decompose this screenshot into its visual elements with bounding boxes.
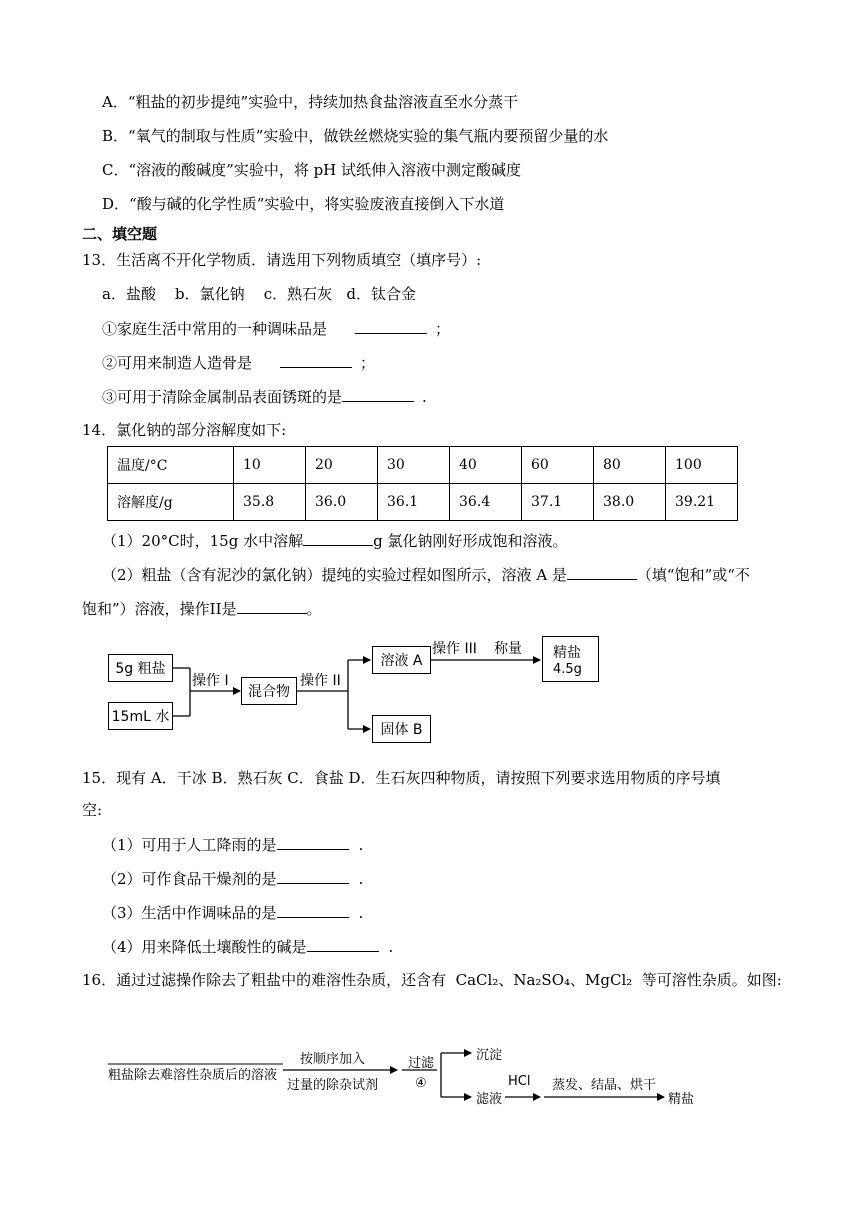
table-cell: 80 bbox=[594, 447, 666, 484]
q13-choices: a．盐酸 b．氯化钠 c．熟石灰 d．钛合金 bbox=[102, 285, 416, 303]
flow-box-mixture: 混合物 bbox=[241, 677, 297, 705]
section-title: 二、填空题 bbox=[82, 225, 158, 243]
q14-p1-a: （1）20°C时，15g 水中溶解 bbox=[102, 532, 304, 550]
q15-part-4 bbox=[102, 936, 393, 957]
flow-box-solution-a: 溶液 A bbox=[372, 646, 431, 674]
q13-s1-text: ①家庭生活中常用的一种调味品是 bbox=[102, 320, 328, 338]
flow-weigh-label: 称量 bbox=[494, 641, 522, 657]
q16-flow-hcl: HCl bbox=[508, 1074, 531, 1089]
q14-p2-a: （2）粗盐（含有泥沙的氯化钠）提纯的实验过程如图所示，溶液 A 是 bbox=[102, 566, 567, 584]
table-cell: 36.1 bbox=[378, 484, 450, 521]
q14-p2-b: （填“饱和”或“不 bbox=[636, 566, 750, 584]
table-cell: 30 bbox=[378, 447, 450, 484]
q16-flow-add-top: 按顺序加入 bbox=[300, 1052, 366, 1067]
q16-flow-precipitate: 沉淀 bbox=[476, 1048, 503, 1063]
table-cell: 10 bbox=[234, 447, 306, 484]
q15-blank-1[interactable] bbox=[277, 834, 349, 850]
q15-p2-text: （2）可作食品干燥剂的是 bbox=[102, 870, 277, 888]
flow-op2-label: 操作 II bbox=[300, 673, 341, 689]
table-cell: 35.8 bbox=[234, 484, 306, 521]
q16-flow-add-bottom: 过量的除杂试剂 bbox=[287, 1078, 379, 1093]
q16-flow-filter-num: ④ bbox=[415, 1076, 427, 1091]
option-b: B．“氧气的制取与性质”实验中，做铁丝燃烧实验的集气瓶内要预留少量的水 bbox=[102, 127, 609, 145]
q14-p2-c: 饱和”）溶液，操作II是 bbox=[82, 600, 237, 618]
table-cell: 100 bbox=[666, 447, 738, 484]
q15-stem-2: 空: bbox=[82, 801, 103, 819]
q15-blank-3[interactable] bbox=[277, 902, 349, 918]
q13-stem: 13．生活离不开化学物质．请选用下列物质填空（填序号）: bbox=[82, 251, 482, 269]
q15-p4-end: . bbox=[388, 938, 394, 956]
option-c: C．“溶液的酸碱度”实验中，将 pH 试纸伸入溶液中测定酸碱度 bbox=[102, 161, 522, 179]
q15-stem-1: 15．现有 A．干冰 B．熟石灰 C．食盐 D．生石灰四种物质，请按照下列要求选用物质的序号填 bbox=[82, 769, 721, 787]
q13-s3-end: . bbox=[422, 388, 427, 406]
table-cell: 溶解度/g bbox=[108, 484, 234, 521]
q15-p2-end: . bbox=[358, 870, 364, 888]
table-cell: 20 bbox=[306, 447, 378, 484]
q14-p2-d: 。 bbox=[306, 600, 322, 618]
q13-s2-text: ②可用来制造人造骨是 bbox=[102, 354, 253, 372]
q16-flow-product: 精盐 bbox=[668, 1092, 695, 1107]
q13-s2-end: ； bbox=[360, 354, 376, 372]
table-cell: 38.0 bbox=[594, 484, 666, 521]
table-cell: 36.0 bbox=[306, 484, 378, 521]
q16-flow-filter: 过滤 bbox=[408, 1056, 435, 1071]
flow-box-water: 15mL 水 bbox=[108, 702, 173, 730]
table-cell: 40 bbox=[450, 447, 522, 484]
flow-fine-salt-label: 精盐 bbox=[553, 644, 581, 661]
q14-stem: 14．氯化钠的部分溶解度如下: bbox=[82, 421, 287, 439]
flow-op3-label: 操作 III bbox=[432, 641, 477, 657]
q13-s1-end: ； bbox=[435, 320, 451, 338]
q13-s3-text: ③可用于清除金属制品表面锈斑的是 bbox=[102, 388, 343, 406]
q15-part-3 bbox=[102, 902, 363, 923]
q15-blank-2[interactable] bbox=[277, 868, 349, 884]
q16-flow-evaporate: 蒸发、结晶、烘干 bbox=[552, 1078, 657, 1093]
q15-p3-end: . bbox=[358, 904, 364, 922]
table-cell: 温度/°C bbox=[108, 447, 234, 484]
table-cell: 60 bbox=[522, 447, 594, 484]
flow-box-fine-salt bbox=[542, 636, 599, 682]
option-a: A．“粗盐的初步提纯”实验中，持续加热食盐溶液直至水分蒸干 bbox=[102, 93, 519, 111]
q15-p3-text: （3）生活中作调味品的是 bbox=[102, 904, 277, 922]
flow-fine-salt-mass: 4.5g bbox=[553, 661, 582, 677]
q16-flow-filtrate: 滤液 bbox=[476, 1092, 503, 1107]
q15-blank-4[interactable] bbox=[307, 936, 379, 952]
option-d: D．“酸与碱的化学性质”实验中，将实验废液直接倒入下水道 bbox=[102, 195, 505, 213]
q15-part-2 bbox=[102, 868, 363, 889]
q15-part-1 bbox=[102, 834, 363, 855]
q16-flow-start: 粗盐除去难溶性杂质后的溶液 bbox=[108, 1068, 278, 1083]
q15-p4-text: （4）用来降低土壤酸性的碱是 bbox=[102, 938, 307, 956]
q15-p1-text: （1）可用于人工降雨的是 bbox=[102, 836, 277, 854]
flow-box-solid-b: 固体 B bbox=[372, 715, 431, 743]
table-cell: 36.4 bbox=[450, 484, 522, 521]
q16-stem: 16．通过过滤操作除去了粗盐中的难溶性杂质，还含有 CaCl₂、Na₂SO₄、MgCl₂ 等可溶性杂质。如图: bbox=[82, 971, 782, 989]
flow-box-crude-salt: 5g 粗盐 bbox=[108, 654, 173, 682]
q14-p1-b: g 氯化钠刚好形成饱和溶液。 bbox=[373, 532, 568, 550]
q15-p1-end: . bbox=[358, 836, 364, 854]
table-cell: 37.1 bbox=[522, 484, 594, 521]
flow-op1-label: 操作 I bbox=[192, 673, 229, 689]
table-cell: 39.21 bbox=[666, 484, 738, 521]
